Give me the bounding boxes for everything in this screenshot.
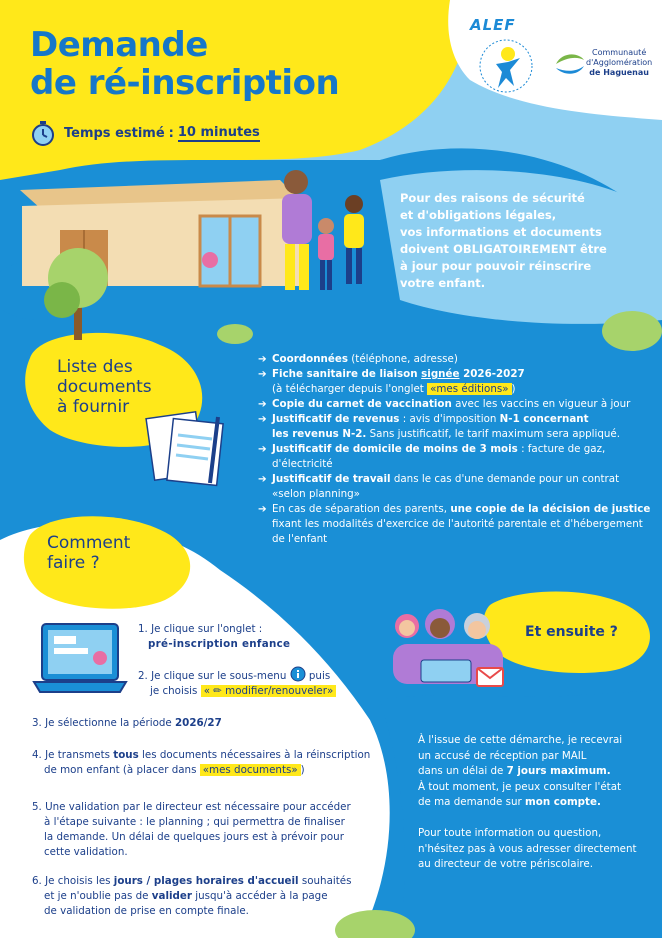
item-bold: Justificatif de travail — [272, 473, 391, 485]
item-text: : avis d'imposition — [399, 413, 500, 425]
intro-text-part: être — [576, 242, 607, 256]
step-highlight: «mes documents» — [200, 764, 301, 776]
intro-line: votre enfant. — [400, 276, 486, 290]
item-text: dans le cas d'une demande pour un contrat — [390, 473, 620, 485]
item-text: (téléphone, adresse) — [348, 353, 458, 365]
intro-line: Pour des raisons de sécurité — [400, 191, 585, 205]
step-text: 3. Je sélectionne la période — [32, 717, 176, 729]
after-bold: mon compte. — [525, 796, 601, 808]
intro-line: vos informations et documents — [400, 225, 602, 239]
step-6 — [32, 874, 351, 919]
item-text: «selon planning» — [272, 488, 360, 500]
intro-emphasis: OBLIGATOIREMENT — [453, 242, 577, 256]
step-2 — [138, 666, 336, 699]
step-bold: jours / plages horaires d'accueil — [113, 875, 299, 887]
intro-text-part: doivent — [400, 242, 454, 256]
documents-title-line: Liste des — [57, 357, 133, 377]
intro-text — [400, 190, 630, 292]
list-item — [258, 442, 653, 472]
list-item — [258, 412, 653, 442]
item-bold: Justificatif de revenus — [272, 413, 400, 425]
item-text: de l'enfant — [272, 533, 328, 545]
list-item — [258, 352, 653, 367]
title-line-1: Demande — [30, 25, 208, 65]
school-building-illustration — [0, 160, 400, 360]
item-highlight: «mes éditions» — [427, 383, 511, 395]
after-paragraph-2 — [418, 826, 648, 873]
item-bold: Copie du carnet de vaccination — [272, 398, 452, 410]
intro-line: et d'obligations légales, — [400, 208, 557, 222]
step-text: de mon enfant (à placer dans — [44, 764, 200, 776]
item-bold-underlined: signée — [421, 368, 460, 380]
intro-line — [400, 241, 630, 258]
how-title-line: faire ? — [47, 553, 100, 573]
step-text: les documents nécessaires à la réinscription — [138, 749, 371, 761]
step-text: 5. Une validation par le directeur est nécessaire pour accéder — [32, 801, 351, 813]
step-5 — [32, 800, 351, 860]
documents-section-title — [57, 357, 152, 417]
step-text: à l'étape suivante : le planning ; qui permettra de finaliser — [44, 816, 345, 828]
after-text: dans un délai de — [418, 765, 507, 777]
item-bold: les revenus N-2. — [272, 428, 367, 440]
step-bold: tous — [113, 749, 139, 761]
step-text: puis — [305, 670, 331, 682]
step-1 — [138, 622, 290, 652]
alef-logo — [466, 22, 546, 102]
item-text: ) — [511, 383, 516, 395]
stopwatch-icon — [30, 119, 56, 147]
after-text: À l'issue de cette démarche, je recevrai — [418, 734, 623, 746]
step-text: jusqu'à accéder à la page — [191, 890, 328, 902]
step-text: de validation de prise en compte finale. — [44, 905, 249, 917]
how-title-line: Comment — [47, 533, 131, 553]
item-bold: Fiche sanitaire de liaison — [272, 368, 422, 380]
cah-line-1: Communauté — [592, 48, 647, 57]
step-bold: valider — [151, 890, 192, 902]
bush-decoration — [600, 295, 662, 355]
item-bold: Coordonnées — [272, 353, 348, 365]
cah-line-2: d'Agglomération — [586, 58, 653, 67]
step-text: 6. Je choisis les — [32, 875, 114, 887]
time-separator: : — [168, 125, 174, 141]
item-text: fixant les modalités d'exercice de l'autorité parentale et d'hébergement — [272, 518, 643, 530]
item-text: En cas de séparation des parents, — [272, 503, 451, 515]
after-text: un accusé de réception par MAIL — [418, 749, 587, 762]
arrow-right-icon: ➔ — [258, 398, 267, 410]
after-bold: 7 jours maximum. — [506, 765, 611, 777]
title-line-2: de ré-inscription — [30, 63, 340, 103]
cah-logo-text — [586, 48, 652, 78]
after-text: Pour toute information ou question, — [418, 827, 602, 839]
item-bold: Justificatif de domicile de moins de 3 mois — [272, 443, 518, 455]
laptop-icon — [32, 620, 132, 702]
arrow-right-icon: ➔ — [258, 473, 267, 485]
after-text: n'hésitez pas à vous adresser directement — [418, 842, 637, 855]
step-text: 2. Je clique sur le sous-menu — [138, 670, 290, 682]
item-bold: une copie de la décision de justice — [450, 503, 651, 515]
arrow-right-icon: ➔ — [258, 503, 267, 515]
step-text: souhaités — [298, 875, 352, 887]
after-section-title: Et ensuite ? — [525, 624, 618, 640]
time-label: Temps estimé — [64, 125, 165, 141]
bush-decoration — [215, 318, 255, 344]
step-text: la demande. Un délai de quelques jours est à prévoir pour — [44, 831, 344, 843]
page-title — [30, 26, 339, 102]
alef-logo-text: ALEF — [470, 16, 516, 34]
step-emphasis: pré-inscription enfance — [148, 638, 291, 650]
after-text: À tout moment, je peux consulter l'état — [418, 780, 622, 793]
cah-logo-mark — [552, 46, 588, 82]
item-text: : facture de gaz, d'électricité — [272, 443, 606, 470]
step-4 — [32, 748, 370, 778]
step-text: je choisis — [150, 685, 201, 697]
arrow-right-icon: ➔ — [258, 413, 267, 425]
item-text: (à télécharger depuis l'onglet — [272, 383, 428, 395]
estimated-time — [30, 118, 260, 148]
intro-line: à jour pour pouvoir réinscrire — [400, 259, 592, 273]
step-text: et je n'oublie pas de — [44, 890, 152, 902]
bush-decoration — [330, 890, 420, 938]
documents-title-line: à fournir — [57, 397, 130, 417]
item-bold: 2026-2027 — [459, 368, 525, 380]
step-text: cette validation. — [44, 846, 128, 858]
people-illustration — [385, 600, 520, 695]
cah-line-3: de Haguenau — [589, 68, 649, 77]
step-text: 1. Je clique sur l'onglet : — [138, 623, 263, 635]
after-paragraph-1 — [418, 733, 638, 811]
step-text: 4. Je transmets — [32, 749, 114, 761]
time-value: 10 minutes — [177, 124, 260, 140]
arrow-right-icon: ➔ — [258, 443, 267, 455]
how-section-title — [47, 533, 130, 573]
step-bold: 2026/27 — [175, 717, 222, 729]
arrow-right-icon: ➔ — [258, 353, 267, 365]
list-item — [258, 367, 653, 397]
documents-title-line: documents — [57, 377, 152, 397]
list-item — [258, 472, 653, 502]
arrow-right-icon: ➔ — [258, 368, 267, 380]
step-3 — [32, 716, 222, 731]
item-text: Sans justificatif, le tarif maximum sera appliqué. — [366, 428, 621, 440]
list-item — [258, 502, 653, 547]
after-text: de ma demande sur — [418, 796, 526, 808]
step-text: ) — [300, 764, 305, 776]
documents-icon — [140, 405, 240, 490]
item-bold: N-1 concernant — [499, 413, 589, 425]
documents-list — [258, 352, 653, 547]
item-text: avec les vaccins en vigueur à jour — [451, 398, 631, 410]
after-text: au directeur de votre périscolaire. — [418, 858, 594, 870]
step-highlight: « ✏ modifier/renouveler» — [201, 685, 337, 697]
list-item — [258, 397, 653, 412]
info-icon — [290, 666, 306, 682]
